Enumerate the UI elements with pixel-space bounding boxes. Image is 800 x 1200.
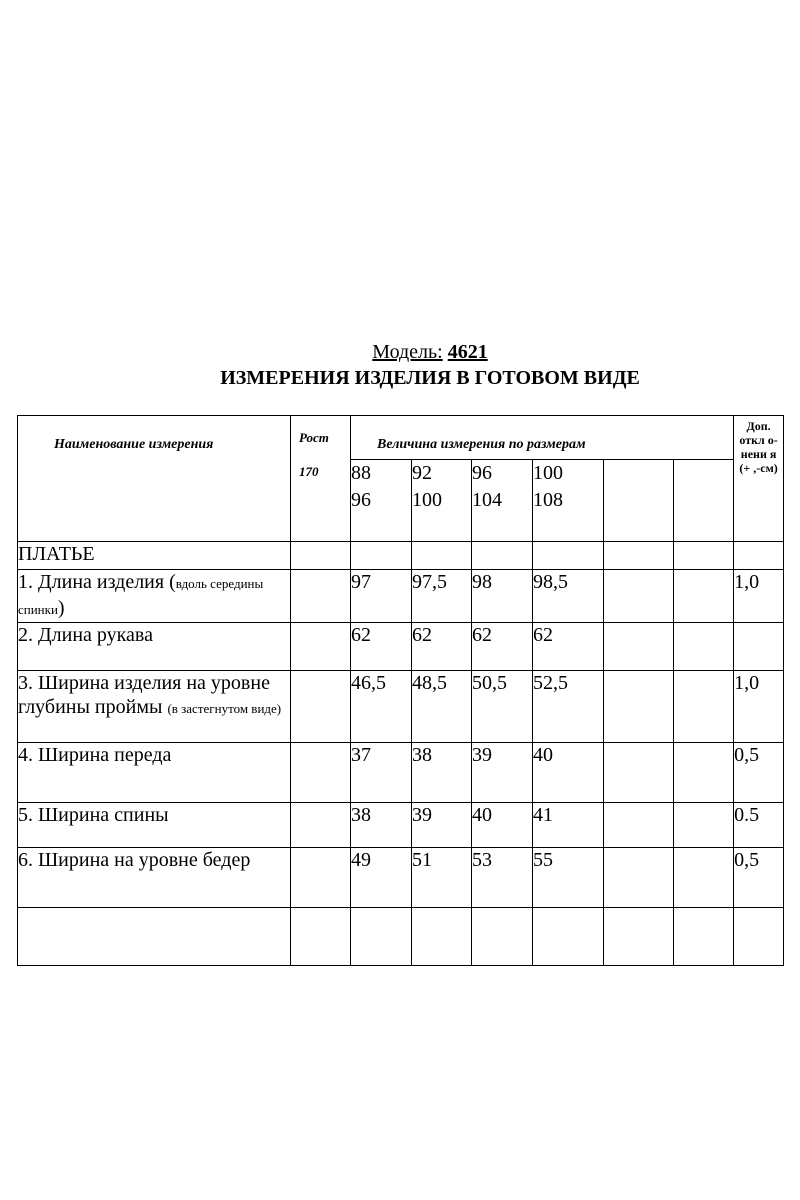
tolerance-cell: 0.5 <box>734 803 784 848</box>
value-cell: 51 <box>412 848 472 908</box>
empty-cell <box>412 908 472 966</box>
measurement-name <box>18 623 291 671</box>
empty-cell <box>734 542 784 570</box>
column-header-growth: Рост <box>299 430 329 445</box>
empty-cell <box>351 908 412 966</box>
empty-cell <box>472 908 533 966</box>
model-line <box>0 340 800 364</box>
empty-cell <box>291 908 351 966</box>
measurement-note: вдоль середины спинки <box>18 576 264 617</box>
size-hip: 100 <box>412 489 442 511</box>
empty-size-cell <box>604 460 674 542</box>
empty-cell <box>674 570 734 623</box>
value-cell: 40 <box>533 743 604 803</box>
measurement-name <box>18 671 291 743</box>
size-column-1 <box>351 460 412 542</box>
measurement-name <box>18 803 291 848</box>
empty-cell <box>674 671 734 743</box>
measurement-label: 6. Ширина на уровне бедер <box>18 849 251 871</box>
value-cell: 49 <box>351 848 412 908</box>
value-cell: 97,5 <box>412 570 472 623</box>
measurements-table <box>17 415 784 966</box>
measurement-name <box>18 848 291 908</box>
section-title: ПЛАТЬЕ <box>18 542 291 570</box>
table-row <box>18 743 784 803</box>
size-column-3 <box>472 460 533 542</box>
empty-cell <box>674 542 734 570</box>
empty-cell <box>734 908 784 966</box>
size-bust: 100 <box>533 462 563 484</box>
size-bust: 92 <box>412 462 432 484</box>
measurement-label: 5. Ширина спины <box>18 804 169 826</box>
value-cell: 38 <box>412 743 472 803</box>
value-cell: 62 <box>472 623 533 671</box>
value-cell: 97 <box>351 570 412 623</box>
table-row <box>18 803 784 848</box>
growth-cell <box>291 671 351 743</box>
value-cell: 37 <box>351 743 412 803</box>
header-row <box>18 416 784 460</box>
empty-row <box>18 908 784 966</box>
measurement-note-end: ) <box>57 597 65 619</box>
empty-cell <box>604 671 674 743</box>
header-tolerance-cell <box>734 416 784 542</box>
table-row <box>18 570 784 623</box>
empty-cell <box>351 542 412 570</box>
empty-cell <box>674 803 734 848</box>
empty-cell <box>604 570 674 623</box>
empty-cell <box>604 803 674 848</box>
empty-cell <box>604 743 674 803</box>
growth-cell <box>291 803 351 848</box>
empty-cell <box>291 542 351 570</box>
empty-cell <box>472 542 533 570</box>
empty-cell <box>604 542 674 570</box>
measurement-note: (в застегнутом виде) <box>167 701 282 716</box>
value-cell: 55 <box>533 848 604 908</box>
measurement-label: 3. Ширина изделия на уровне глубины проймы <box>18 672 270 718</box>
growth-cell <box>291 570 351 623</box>
empty-cell <box>674 623 734 671</box>
table-row <box>18 623 784 671</box>
measurement-name <box>18 743 291 803</box>
value-cell: 41 <box>533 803 604 848</box>
size-hip: 108 <box>533 489 563 511</box>
value-cell: 62 <box>533 623 604 671</box>
table-row <box>18 671 784 743</box>
tolerance-cell <box>734 623 784 671</box>
value-cell: 98,5 <box>533 570 604 623</box>
section-row <box>18 542 784 570</box>
empty-size-cell <box>674 460 734 542</box>
measurement-label: 1. Длина изделия ( <box>18 571 176 593</box>
growth-cell <box>291 743 351 803</box>
value-cell: 38 <box>351 803 412 848</box>
tolerance-cell: 1,0 <box>734 570 784 623</box>
header-sizes-cell <box>351 416 734 460</box>
measurement-label: 4. Ширина переда <box>18 744 172 766</box>
tolerance-cell: 0,5 <box>734 743 784 803</box>
size-bust: 88 <box>351 462 371 484</box>
value-cell: 39 <box>412 803 472 848</box>
value-cell: 39 <box>472 743 533 803</box>
model-label: Модель: <box>372 341 443 363</box>
empty-cell <box>674 908 734 966</box>
column-header-tolerance: Доп. откл о- нени я (+ ,-см) <box>739 419 778 475</box>
value-cell: 62 <box>351 623 412 671</box>
empty-cell <box>604 848 674 908</box>
table-row <box>18 848 784 908</box>
header-name-cell <box>18 416 291 542</box>
tolerance-cell: 1,0 <box>734 671 784 743</box>
value-cell: 53 <box>472 848 533 908</box>
value-cell: 50,5 <box>472 671 533 743</box>
size-hip: 96 <box>351 489 371 511</box>
value-cell: 46,5 <box>351 671 412 743</box>
empty-cell <box>533 908 604 966</box>
model-number: 4621 <box>447 341 488 363</box>
column-header-name: Наименование измерения <box>54 437 214 452</box>
empty-cell <box>674 848 734 908</box>
value-cell: 98 <box>472 570 533 623</box>
header-growth-cell <box>291 416 351 542</box>
empty-cell <box>412 542 472 570</box>
empty-cell <box>604 623 674 671</box>
size-hip: 104 <box>472 489 502 511</box>
empty-cell <box>604 908 674 966</box>
size-bust: 96 <box>472 462 492 484</box>
size-column-2 <box>412 460 472 542</box>
tolerance-cell: 0,5 <box>734 848 784 908</box>
growth-cell <box>291 623 351 671</box>
document-title: ИЗМЕРЕНИЯ ИЗДЕЛИЯ В ГОТОВОМ ВИДЕ <box>220 367 640 389</box>
empty-cell <box>533 542 604 570</box>
column-header-sizes: Величина измерения по размерам <box>377 437 586 452</box>
value-cell: 52,5 <box>533 671 604 743</box>
measurement-name <box>18 570 291 623</box>
empty-cell <box>18 908 291 966</box>
growth-cell <box>291 848 351 908</box>
measurement-label: 2. Длина рукава <box>18 624 153 646</box>
value-cell: 48,5 <box>412 671 472 743</box>
size-column-4 <box>533 460 604 542</box>
growth-value: 170 <box>299 464 319 479</box>
empty-cell <box>674 743 734 803</box>
value-cell: 62 <box>412 623 472 671</box>
value-cell: 40 <box>472 803 533 848</box>
